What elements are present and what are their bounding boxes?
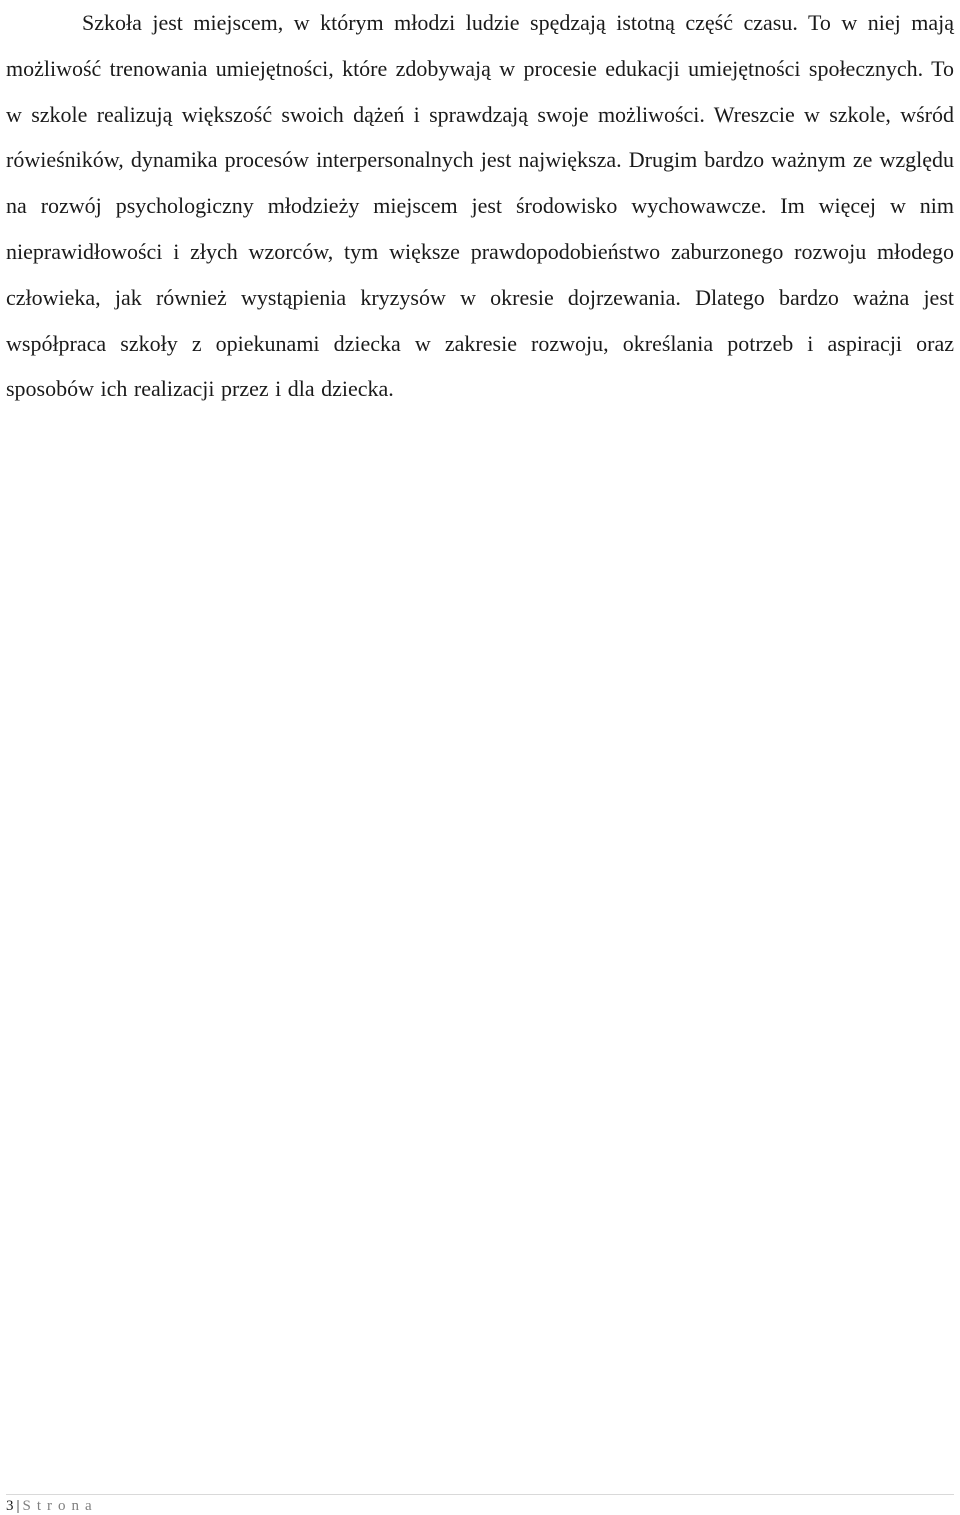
document-page: [6, 0, 954, 412]
page-footer: [6, 1494, 954, 1515]
footer-separator: |: [16, 1498, 20, 1514]
page-number: 3: [6, 1498, 14, 1514]
body-paragraph: Szkoła jest miejscem, w którym młodzi ludzie spędzają istotną część czasu. To w niej mają możliwość trenowania umiejętności, które zdobywają w procesie edukacji umiejętności społecznych. To w szkole realizują większość swoich dążeń i sprawdzają swoje możliwości. Wreszcie w szkole, wśród rówieśników, dynamika procesów interpersonalnych jest największa. Drugim bardzo ważnym ze względu na rozwój psychologiczny młodzieży miejscem jest środowisko wychowawcze. Im więcej w nim nieprawidłowości i złych wzorców, tym większe prawdopodobieństwo zaburzonego rozwoju młodego człowieka, jak również wystąpienia kryzysów w okresie dojrzewania. Dlatego bardzo ważna jest współpraca szkoły z opiekunami dziecka w zakresie rozwoju, określania potrzeb i aspiracji oraz sposobów ich realizacji przez i dla dziecka.: [6, 10, 954, 402]
page-label: Strona: [22, 1498, 98, 1514]
